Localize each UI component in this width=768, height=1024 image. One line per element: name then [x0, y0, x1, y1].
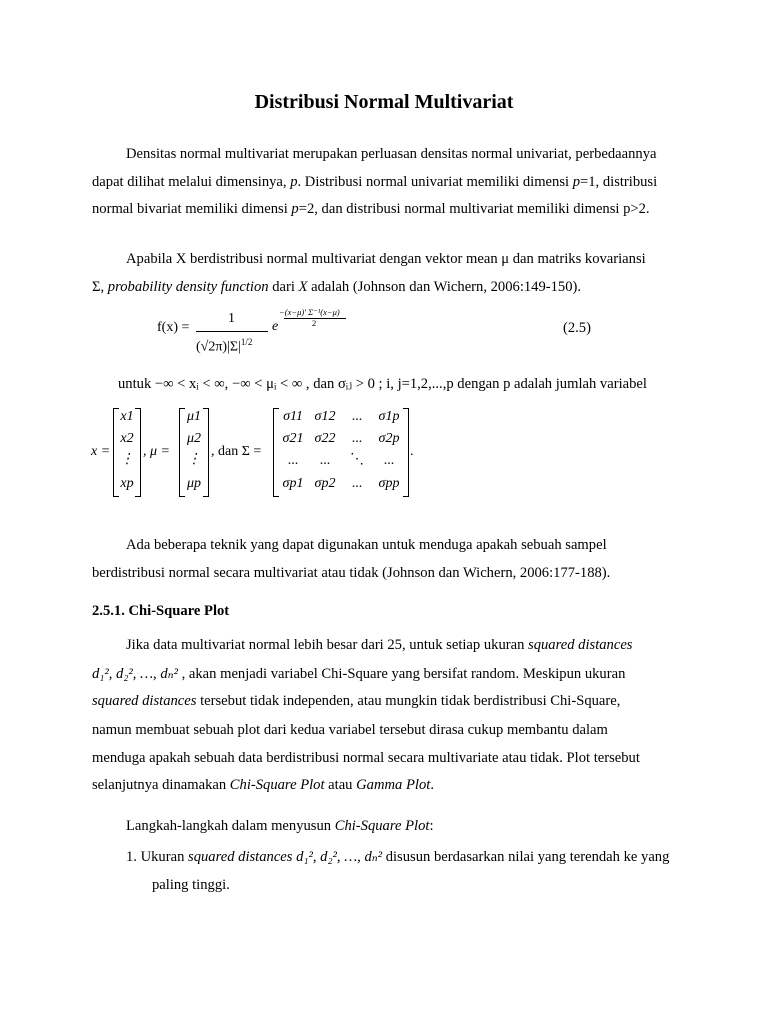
para4-line1: Jika data multivariat normal lebih besar dari 25, untuk setiap ukuran squared distances: [126, 637, 633, 653]
formula-base: e: [272, 319, 279, 334]
matrix-end-period: .: [410, 444, 414, 459]
x-vector-cell: x2: [120, 431, 134, 446]
para4-line3: squared distances tersebut tidak independen, atau mungkin tidak berdistribusi Chi-Square,: [92, 693, 621, 709]
mu-vector-cell: μ2: [186, 431, 202, 446]
para3-line2: berdistribusi normal secara multivariat atau tidak (Johnson dan Wichern, 2006:177-188).: [92, 565, 611, 581]
x-vector-cell: ⋮: [120, 452, 134, 467]
para1-line2: dapat dilihat melalui dimensinya, p. Distribusi normal univariat memiliki dimensi p=1, distribusi: [92, 174, 658, 190]
sigma-label: , dan Σ =: [211, 444, 262, 459]
para5-line1: Langkah-langkah dalam menyusun Chi-Square Plot:: [126, 818, 434, 834]
list-item-continuation: paling tinggi.: [152, 877, 230, 893]
sigma-cell: σ12: [314, 409, 336, 424]
sigma-cell: σ11: [283, 409, 303, 424]
para4-line4: namun membuat sebuah plot dari kedua variabel tersebut dirasa cukup membantu dalam: [92, 722, 608, 738]
section-heading: 2.5.1. Chi-Square Plot: [92, 603, 230, 619]
para4-line6: selanjutnya dinamakan Chi-Square Plot atau Gamma Plot.: [92, 777, 434, 793]
sigma-cell: σp2: [314, 476, 336, 491]
sigma-cell: ...: [351, 476, 363, 491]
para3-line1: Ada beberapa teknik yang dapat digunakan untuk menduga apakah sebuah sampel: [126, 537, 607, 553]
para2-line2: Σ, probability density function dari X adalah (Johnson dan Wichern, 2006:149-150).: [92, 279, 582, 295]
formula-numerator: 1: [228, 311, 235, 326]
sigma-cell: ...: [351, 409, 363, 424]
para4-line5: menduga apakah sebuah data berdistribusi normal secara multivariate atau tidak. Plot tersebut: [92, 750, 640, 766]
mu-vector-cell: ⋮: [187, 452, 201, 467]
sigma-cell: σ2p: [378, 431, 400, 446]
formula-exponent: −(x−μ)′ Σ⁻¹(x−μ): [279, 307, 340, 317]
sigma-cell: ...: [319, 453, 331, 468]
para1-line3: normal bivariat memiliki dimensi p=2, dan distribusi normal multivariat memiliki dimensi p>2.: [92, 201, 650, 217]
x-vector-cell: xp: [120, 476, 134, 491]
sigma-cell: σ21: [282, 431, 304, 446]
equation-number: (2.5): [563, 320, 591, 336]
para1-line1: Densitas normal multivariat merupakan perluasan densitas normal univariat, perbedaannya: [126, 146, 657, 162]
list-item: 1. Ukuran squared distances d₁², d₂², …, dₙ² disusun berdasarkan nilai yang terendah ke yang: [126, 849, 670, 865]
para4-line2: d₁², d₂², …, dₙ² , akan menjadi variabel Chi-Square yang bersifat random. Meskipun ukuran: [92, 666, 626, 682]
page-title: Distribusi Normal Multivariat: [254, 91, 514, 113]
sigma-cell: σp1: [282, 476, 304, 491]
sigma-cell: σpp: [378, 476, 400, 491]
formula-lhs: f(x) =: [157, 320, 190, 335]
x-label: x =: [91, 444, 111, 459]
formula-denominator: $(√2\pi)|\Sigma|^{1/2}$: [196, 337, 253, 355]
mu-label: , μ =: [143, 444, 170, 459]
sigma-matrix: [273, 408, 409, 497]
para2-line1: Apabila X berdistribusi normal multivariat dengan vektor mean μ dan matriks kovariansi: [126, 251, 646, 267]
sigma-cell: ...: [351, 431, 363, 446]
mu-vector-cell: μ1: [186, 409, 202, 424]
mu-vector: [179, 408, 209, 497]
sigma-cell: σ22: [314, 431, 336, 446]
x-vector-cell: x1: [120, 409, 134, 424]
sigma-cell: ⋱: [350, 452, 364, 467]
condition-line: untuk −∞ < xᵢ < ∞, −∞ < μᵢ < ∞ , dan σᵢⱼ > 0 ; i, j=1,2,...,p dengan p adalah jumlah variabel: [118, 376, 647, 392]
mu-vector-cell: μp: [186, 476, 202, 491]
sigma-cell: ...: [287, 453, 299, 468]
formula-exponent-den: 2: [312, 318, 317, 328]
x-vector: [113, 408, 141, 497]
sigma-cell: ...: [383, 453, 395, 468]
sigma-cell: σ1p: [378, 409, 400, 424]
fraction-bar: [196, 331, 268, 332]
